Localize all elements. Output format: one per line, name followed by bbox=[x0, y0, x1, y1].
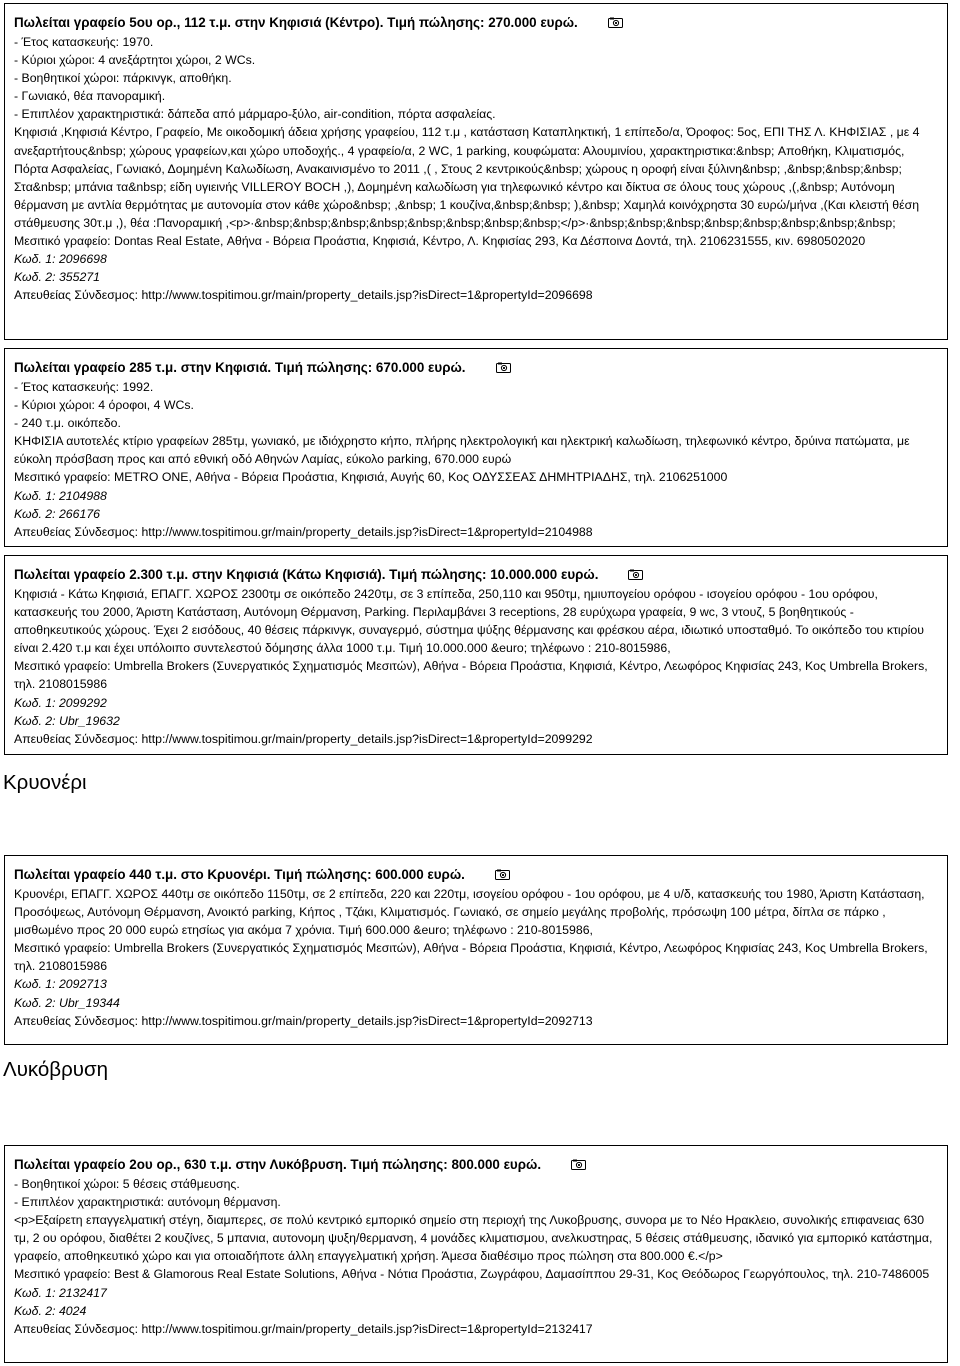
listing-detail: - Γωνιακό, θέα πανοραμική. bbox=[14, 89, 166, 104]
listing-code-1: Κωδ. 1: 2132417 bbox=[14, 1285, 107, 1300]
listing-detail: - Κύριοι χώροι: 4 όροφοι, 4 WCs. bbox=[14, 398, 194, 413]
camera-icon[interactable] bbox=[495, 869, 510, 880]
direct-link[interactable]: Απευθείας Σύνδεσμος: http://www.tospitimou.gr/main/property_details.jsp?isDirect=1&propertyId=2104988 bbox=[14, 524, 593, 539]
listing-code-1: Κωδ. 1: 2104988 bbox=[14, 488, 107, 503]
listing-title: Πωλείται γραφείο 440 τ.μ. στο Κρυονέρι. Τιμή πώλησης: 600.000 ευρώ. bbox=[14, 867, 465, 882]
agent-info: Μεσιτικό γραφείο: METRO ONE, Αθήνα - Βόρεια Προάστια, Κηφισιά, Αυγής 60, Κος ΟΔΥΣΣΕΑΣ ΔΗΜΗΤΡΙΑΔΗΣ, τηλ. 2106251000 bbox=[14, 470, 728, 485]
listing-detail: - 240 τ.μ. οικόπεδο. bbox=[14, 416, 121, 431]
listing-card bbox=[4, 1145, 948, 1363]
listing-code-2: Κωδ. 2: 4024 bbox=[14, 1303, 87, 1318]
camera-icon[interactable] bbox=[571, 1159, 586, 1170]
agent-info: Μεσιτικό γραφείο: Best & Glamorous Real Estate Solutions, Αθήνα - Νότια Προάστια, Ζωγράφου, Δαμασίππου 29-31, Κος Θεόδωρος Γεωργόπουλος, τηλ. 210-7486005 bbox=[14, 1267, 930, 1282]
area-heading: Λυκόβρυση bbox=[3, 1058, 109, 1081]
agent-info: Μεσιτικό γραφείο: Umbrella Brokers (Συνεργατικός Σχηματισμός Μεσιτών), Αθήνα - Βόρεια Προάστια, Κηφισιά, Κέντρο, Λεωφόρος Κηφισίας 243, Κος Umbrella Brokers, τηλ. 2108015986 bbox=[14, 659, 928, 692]
listing-code-2: Κωδ. 2: Ubr_19632 bbox=[14, 713, 120, 728]
listing-detail: - Κύριοι χώροι: 4 ανεξάρτητοι χώροι, 2 WCs. bbox=[14, 53, 256, 68]
direct-link[interactable]: Απευθείας Σύνδεσμος: http://www.tospitimou.gr/main/property_details.jsp?isDirect=1&propertyId=2099292 bbox=[14, 731, 593, 746]
listing-title: Πωλείται γραφείο 285 τ.μ. στην Κηφισιά. Τιμή πώλησης: 670.000 ευρώ. bbox=[14, 360, 466, 375]
listing-detail: - Έτος κατασκευής: 1992. bbox=[14, 380, 154, 394]
listing-description: Κηφισιά - Κάτω Κηφισιά, ΕΠΑΓΓ. ΧΩΡΟΣ 2300τμ σε οικόπεδο 2420τμ, σε 3 επίπεδα, 250,110 και 950τμ, ημιυπογείου ορόφου - ισογείου ορόφου - 1ου ορόφου, κατασκευής του 2000, Άριστη Κατάσταση, Αυτόνομη Θέρμανση, Parking. Περιλαμβάνει 3 receptions, 28 ευρύχωρα γραφεία, 9 wc, 3 ντουζ, 5 βοηθητικούς - αποθηκευτικούς χώρους. Έχει 2 εισόδους, 40 θέσεις πάρκινγκ, συναγερμό, σύστημα ψύξης θέρμανσης και φρέσκου αέρα, ιδιωτικό υποσταθμό. Το οικόπεδο του κτιρίου είναι 2.420 τ.μ και έχει υπόλοιπο συντελεστού δόμησης άλλα 1000 τ.μ. Τιμή 10.000.000 &euro; τηλέφωνο : 210-8015986, bbox=[14, 587, 924, 656]
listing-code-2: Κωδ. 2: 266176 bbox=[14, 506, 101, 521]
listing-title: Πωλείται γραφείο 2.300 τ.μ. στην Κηφισιά (Κάτω Κηφισιά). Τιμή πώλησης: 10.000.000 ευρώ. bbox=[14, 567, 599, 582]
listing-description: Κρυονέρι, ΕΠΑΓΓ. ΧΩΡΟΣ 440τμ σε οικόπεδο 1150τμ, σε 2 επίπεδα, 220 και 220τμ, ισογείου ορόφου - 1ου ορόφου, με 4 υ/δ, κατασκευής του 1980, Άριστη Κατάσταση, Προσόψεως, Αυτόνομη Θέρμανση, Ανοικτό parking, Κήπος , Τζάκι, Κλιματισμός. Γωνιακό, σε σημείο μεγάλης προβολής, πρόσωψη 100 μέτρα, δίπλα σε πάρκο , μισθωμένο προς 20 000 ευρώ ετησίως για ακόμα 7 χρόνια. Τιμή 600.000 &euro; τηλέφωνο : 210-8015986, bbox=[14, 887, 925, 938]
listing-code-2: Κωδ. 2: 355271 bbox=[14, 270, 101, 285]
listing-title: Πωλείται γραφείο 5ου ορ., 112 τ.μ. στην Κηφισιά (Κέντρο). Τιμή πώλησης: 270.000 ευρώ. bbox=[14, 15, 578, 30]
listing-detail: - Βοηθητικοί χώροι: 5 θέσεις στάθμευσης. bbox=[14, 1177, 240, 1191]
agent-info: Μεσιτικό γραφείο: Umbrella Brokers (Συνεργατικός Σχηματισμός Μεσιτών), Αθήνα - Βόρεια Προάστια, Κηφισιά, Κέντρο, Λεωφόρος Κηφισίας 243, Κος Umbrella Brokers, τηλ. 2108015986 bbox=[14, 941, 928, 974]
listing-code-1: Κωδ. 1: 2099292 bbox=[14, 695, 107, 710]
listing-card bbox=[4, 348, 948, 547]
listing-detail: - Επιπλέον χαρακτηριστικά: δάπεδα από μάρμαρο-ξύλο, air-condition, πόρτα ασφαλείας. bbox=[14, 107, 496, 122]
listing-description: <p>Εξαίρετη επαγγελματική στέγη, διαμπερες, σε πολύ κεντρικό εμπορικό σημείο στη περιοχή της Λυκοβρυσης, συνορα με το Νέο Ηρακλειο, συνολικής επιφανειας 630 τμ, 2 ου ορόφου, διαθέτει 2 κουζίνες, 5 μπανια, αυτονομη ψυξη/θερμανση, 4 μονάδες κλιματισμου, ανελκυστηρας, 5 θέσεις στάθμευσης, ιδανικό για εμπορικό κατάστημα, γραφείο, αποθηκευτικό χώρο και για οποιαδήποτε άλλη επαγγελματική χρήση. Άμεσα διαθέσιμο προς πώληση στα 800.000 €.</p> bbox=[14, 1213, 933, 1264]
camera-icon[interactable] bbox=[628, 569, 643, 580]
listing-detail: - Έτος κατασκευής: 1970. bbox=[14, 35, 154, 49]
listing-description: ΚΗΦΙΣΙΑ αυτοτελές κτίριο γραφείων 285τμ, γωνιακό, με ιδιόχρηστο κήπο, πλήρης ηλεκτρολογική και ηλεκτρική καλωδίωση, τηλεφωνικό κέντρο, δρύινα πατώματα, με εύκολη πρόσβαση προς και από εθνική οδό Αθηνών Λαμίας, εύκολο parking, 670.000 ευρώ bbox=[14, 434, 910, 467]
listing-card bbox=[4, 855, 948, 1045]
camera-icon[interactable] bbox=[496, 362, 511, 373]
listing-description: Κηφισιά ,Κηφισιά Κέντρο, Γραφείο, Με οικοδομική άδεια χρήσης γραφείου, 112 τ.μ , κατάσταση Καταπληκτική, 1 επίπεδο/α, Όροφος: 5ος, ΕΠΙ ΤΗΣ Λ. ΚΗΦΙΣΙΑΣ , με 4 ανεξαρτήτους&nbsp; χώρους γραφείων,και χώρο υποδοχής., 4 γραφείο/α, 2 WC, 1 parking, κουφώματα: Αλουμινίου, χαρακτηριστικα:&nbsp; Αποθήκη, Κλιματισμός, Πόρτα Ασφαλείας, Γωνιακό, Δομημένη Καλωδίωση, Ανακαινισμένο το 2011 ,( , Στους 2 κεντρικούς&nbsp; χώρους η οροφή είναι ξύλινη&nbsp; ,&nbsp;&nbsp;&nbsp; Στα&nbsp; μπάνια τα&nbsp; είδη υγιεινής VILLEROY BOCH ,), Δομημένη καλωδίωση για τηλεφωνικό κέντρο και δίκτυα σε όλους τους χώρους ,(,&nbsp; Αυτόνομη θέρμανση με αντλία θερμότητας με αυτονομία στον κάθε χώρο&nbsp; ,&nbsp; 1 κουζίνα,&nbsp;&nbsp; ),&nbsp; Χαμηλά κοινόχρηστα 30 ευρώ/μήνα ,(Και κλειστή θέση στάθμευσης 30τ.μ ,), θέα :Πανοραμική ,<p>·&nbsp;&nbsp;&nbsp;&nbsp;&nbsp;&nbsp;&nbsp;&nbsp;</p>·&nbsp;&nbsp;&nbsp;&nbsp;&nbsp;&nbsp;&nbsp;&nbsp; bbox=[14, 125, 920, 230]
agent-info: Μεσιτικό γραφείο: Dontas Real Estate, Αθήνα - Βόρεια Προάστια, Κηφισιά, Κέντρο, Λ. Κηφισίας 293, Κα Δέσποινα Δοντά, τηλ. 2106231555, κιν. 6980502020 bbox=[14, 234, 866, 249]
area-heading: Κρυονέρι bbox=[3, 771, 87, 794]
direct-link[interactable]: Απευθείας Σύνδεσμος: http://www.tospitimou.gr/main/property_details.jsp?isDirect=1&propertyId=2132417 bbox=[14, 1321, 593, 1336]
listing-title: Πωλείται γραφείο 2ου ορ., 630 τ.μ. στην Λυκόβρυση. Τιμή πώλησης: 800.000 ευρώ. bbox=[14, 1157, 542, 1172]
camera-icon[interactable] bbox=[608, 17, 623, 28]
direct-link[interactable]: Απευθείας Σύνδεσμος: http://www.tospitimou.gr/main/property_details.jsp?isDirect=1&propertyId=2092713 bbox=[14, 1013, 593, 1028]
listing-code-1: Κωδ. 1: 2096698 bbox=[14, 252, 107, 267]
listing-card bbox=[4, 3, 948, 340]
listing-card bbox=[4, 555, 948, 755]
listing-code-1: Κωδ. 1: 2092713 bbox=[14, 977, 107, 992]
direct-link[interactable]: Απευθείας Σύνδεσμος: http://www.tospitimou.gr/main/property_details.jsp?isDirect=1&propertyId=2096698 bbox=[14, 288, 593, 303]
listing-detail: - Βοηθητικοί χώροι: πάρκινγκ, αποθήκη. bbox=[14, 71, 232, 86]
listing-detail: - Επιπλέον χαρακτηριστικά: αυτόνομη θέρμανση. bbox=[14, 1195, 281, 1210]
listing-code-2: Κωδ. 2: Ubr_19344 bbox=[14, 995, 120, 1010]
